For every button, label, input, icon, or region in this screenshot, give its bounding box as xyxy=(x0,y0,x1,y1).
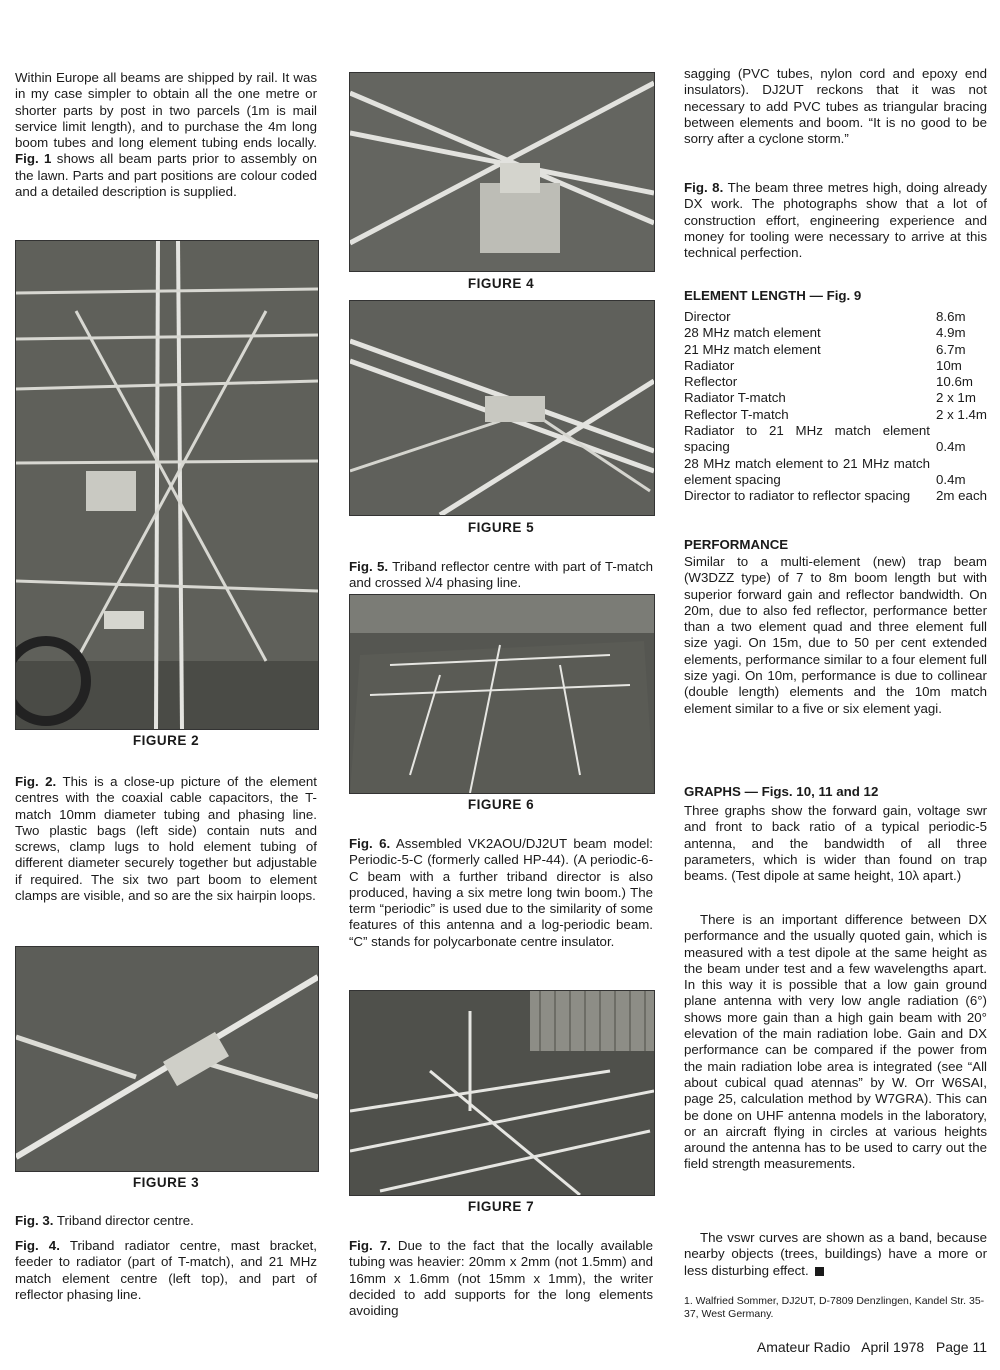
element-length-label: Radiator xyxy=(684,357,735,373)
element-length-row xyxy=(684,358,987,374)
intro-paragraph xyxy=(15,70,317,200)
element-length-row xyxy=(684,342,987,358)
fig1-ref: Fig. 1 xyxy=(15,151,52,167)
fig6-caption-ref: Fig. 6. xyxy=(349,836,391,851)
figure4-label: FIGURE 4 xyxy=(467,276,535,291)
element-length-row xyxy=(684,407,987,423)
fig5-caption-ref: Fig. 5. xyxy=(349,559,389,574)
fig7-caption xyxy=(349,1238,653,1319)
figure7-label: FIGURE 7 xyxy=(467,1199,535,1214)
footnote: 1. Walfried Sommer, DJ2UT, D-7809 Denzlingen, Kandel Str. 35-37, West Germany. xyxy=(684,1295,985,1320)
fig4-caption-text: Triband radiator centre, mast bracket, feeder to radiator (part of T-match), and 21 MHz match element centre (left top), and part of reflector phasing line. xyxy=(15,1238,317,1302)
page-footer xyxy=(700,1339,987,1355)
figure4-photo xyxy=(349,72,655,272)
performance-heading: PERFORMANCE xyxy=(684,537,789,552)
fig5-caption-text: Triband reflector centre with part of T-match and crossed λ/4 phasing line. xyxy=(349,559,654,591)
element-length-value: 2m each xyxy=(936,488,987,504)
element-length-value: 2 x 1.4m xyxy=(936,406,987,422)
fig3-caption-ref: Fig. 3. xyxy=(15,1213,54,1228)
element-length-label: 21 MHz match element xyxy=(684,341,821,357)
fig3-caption-text: Triband director centre. xyxy=(53,1213,194,1228)
graphs-paragraph-1: Three graphs show the forward gain, voltage swr and front to back ratio of a typical periodic-5 antenna, and the bandwidth of all three parameters, which is wider than found on trap beams. (Test dipole at same height, 10λ apart.) xyxy=(684,803,987,884)
fig7-caption-text: Due to the fact that the locally available tubing was heavier: 20mm x 2mm (not 1.5mm) and 16mm x 1.6mm (not 15mm x 1mm), the writer decided to add supports for the long elements avoiding xyxy=(349,1238,653,1319)
figure6-label: FIGURE 6 xyxy=(467,797,535,812)
fig5-caption xyxy=(349,559,653,592)
element-length-value: 6.7m xyxy=(936,341,966,357)
figure5-label: FIGURE 5 xyxy=(467,520,535,535)
fig2-caption xyxy=(15,774,317,904)
graphs-paragraph-2: There is an important difference between DX performance and the usually quoted gain, which is measured with a test dipole at the same height as the beam under test and a few wavelengths apart. In this way it is possible that a low gain ground plane antenna with very low angle radiation (6°) shows more gain than a high gain beam with 20° elevation of the main radiation lobe. Gain and DX performance can be compared if the power from the main radiation lobe area is integrated (see “All about cubical quad atennas” by W. Orr W6SAI, page 25, calculation method by W7GRA). This can be done on UHF antenna models in the laboratory, or an aircraft flying in circles at various heights around the antenna has to be used to carry out the field strength measurements. xyxy=(684,912,987,1172)
graphs-paragraph-3-text: The vswr curves are shown as a band, because nearby objects (trees, buildings) have a more or less disturbing effect. xyxy=(684,1230,987,1278)
element-length-label: Director xyxy=(684,309,731,324)
element-length-label: Director to radiator to reflector spacing xyxy=(684,488,911,504)
element-length-heading: ELEMENT LENGTH — Fig. 9 xyxy=(684,288,862,303)
element-length-row xyxy=(684,456,987,489)
footer-date: April 1978 xyxy=(861,1339,925,1355)
element-length-label: 28 MHz match element to 21 MHz match element spacing xyxy=(684,455,930,487)
element-length-table xyxy=(684,309,987,505)
figure7-photo xyxy=(349,990,655,1196)
graphs-paragraph-3 xyxy=(684,1230,987,1279)
fig8-caption xyxy=(684,180,987,261)
fig6-caption xyxy=(349,836,653,950)
element-length-row xyxy=(684,423,987,456)
end-of-article-mark xyxy=(815,1267,824,1276)
element-length-label: 28 MHz match element xyxy=(684,325,821,341)
intro-text-a: Within Europe all beams are shipped by rail. It was in my case simpler to obtain all the one metre or shorter parts by post in two parcels (1m is mail service limit length), and to purchase the 4m long boom tubes and long element tubing ends locally. xyxy=(15,70,317,151)
element-length-label: Radiator T-match xyxy=(684,390,786,406)
fig4-caption xyxy=(15,1238,317,1303)
element-length-label: Radiator to 21 MHz match element spacing xyxy=(684,423,930,455)
element-length-row xyxy=(684,390,987,406)
continuation-paragraph: sagging (PVC tubes, nylon cord and epoxy end insulators). DJ2UT reckons that it was not necessary to add PVC tubes as triangular bracing between elements and boom. “It is no good to be sorry after a cyclone storm.” xyxy=(684,66,987,147)
fig3-caption xyxy=(15,1213,317,1229)
figure2-label: FIGURE 2 xyxy=(132,733,200,748)
fig8-caption-ref: Fig. 8. xyxy=(684,180,724,195)
element-length-value: 0.4m xyxy=(936,471,966,487)
element-length-value: 0.4m xyxy=(936,439,966,455)
element-length-value: 2 x 1m xyxy=(936,390,976,406)
figure5-photo xyxy=(349,300,655,516)
element-length-label: Reflector xyxy=(684,374,738,390)
footer-page-number: Page 11 xyxy=(935,1339,987,1355)
element-length-value: 10.6m xyxy=(936,374,973,390)
element-length-value: 4.9m xyxy=(936,325,966,341)
graphs-heading: GRAPHS — Figs. 10, 11 and 12 xyxy=(684,784,879,799)
fig8-caption-text: The beam three metres high, doing already DX work. The photographs show that a lot of construction effort, engineering experience and money for tooling were necessary to arrive at this technical perfection. xyxy=(684,180,988,261)
element-length-row xyxy=(684,309,987,325)
fig2-caption-text: This is a close-up picture of the element centres with the coaxial cable capacitors, the T-match 10mm diameter tubing and phasing line. Two plastic bags (left side) contain nuts and screws, clamp lugs to hold element tubing of different diameter securely together but adjustable if required. The six two part boom to element clamps are visible, and so are the six hairpin loops. xyxy=(15,774,318,904)
intro-text-b: shows all beam parts prior to assembly on the lawn. Parts and part positions are colour coded and a detailed description is supplied. xyxy=(15,151,317,200)
fig6-caption-text: Assembled VK2AOU/DJ2UT beam model: Periodic-5-C (formerly called HP-44). (A periodic-6-C beam with a further triband director is also produced, having a six metre long twin boom.) The term “periodic” is used due to the similarity of some features of this antenna and a log-periodic beam. “C” stands for polycarbonate centre insulator. xyxy=(349,836,654,949)
element-length-label: Reflector T-match xyxy=(684,406,789,422)
figure2-photo xyxy=(15,240,319,730)
figure6-photo xyxy=(349,594,655,794)
fig2-caption-ref: Fig. 2. xyxy=(15,774,57,789)
element-length-value: 10m xyxy=(936,357,962,373)
element-length-row xyxy=(684,325,987,341)
figure3-photo xyxy=(15,946,319,1172)
footer-publication: Amateur Radio xyxy=(756,1339,851,1355)
fig7-caption-ref: Fig. 7. xyxy=(349,1238,391,1253)
element-length-value: 8.6m xyxy=(936,309,966,324)
fig4-caption-ref: Fig. 4. xyxy=(15,1238,60,1253)
performance-paragraph: Similar to a multi-element (new) trap beam (W3DZZ type) of 7 to 8m boom length but with superior forward gain and reflector bandwidth. On 20m, due to also fed reflector, performance better than a two element quad and three element full size yagi. On 15m, due to 50 per cent extended elements, performance similar to a four element full size yagi. On 10m, performance is due to collinear (double length) elements and the 10m match element similar to a five or six element yagi. xyxy=(684,554,987,716)
figure3-label: FIGURE 3 xyxy=(132,1175,200,1190)
element-length-row xyxy=(684,374,987,390)
element-length-row xyxy=(684,488,987,504)
